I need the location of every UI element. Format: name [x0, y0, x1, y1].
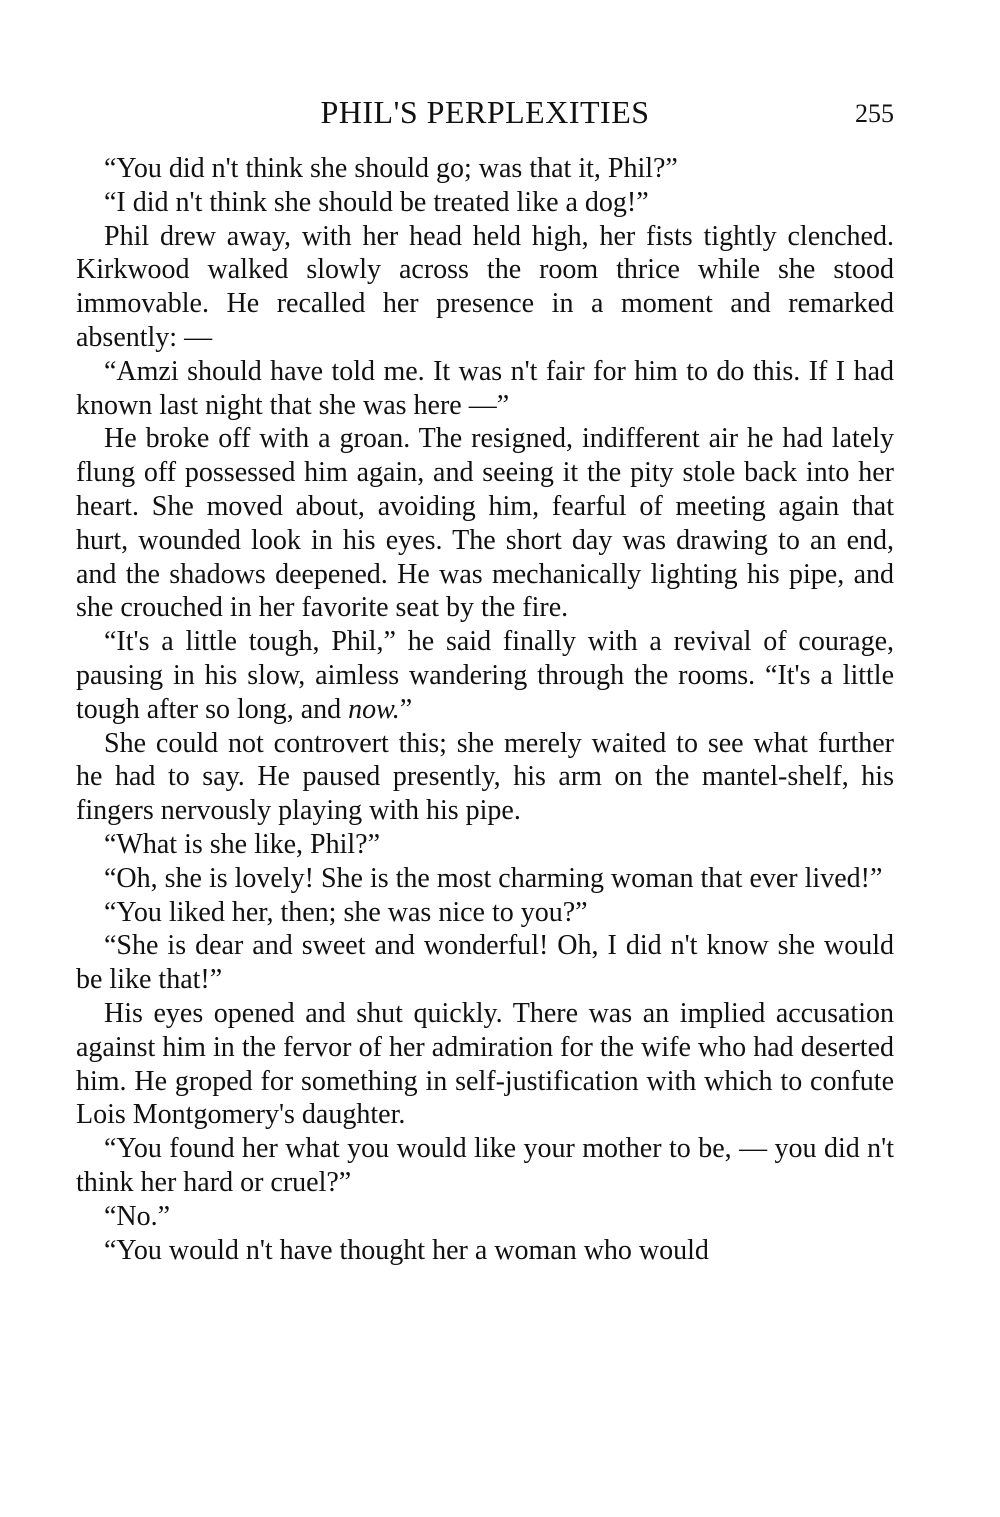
paragraph: “No.”	[104, 1200, 171, 1232]
page-header	[76, 88, 894, 136]
paragraph: Phil drew away, with her head held high, her fists tightly clenched. Kirkwood walked slowly across the room thrice while she stood immovable. He recalled her presence in a moment and remarked absently: —	[76, 220, 894, 353]
body-text	[76, 152, 894, 1267]
book-page	[76, 88, 894, 1267]
running-head: PHIL'S PERPLEXITIES	[320, 94, 650, 130]
paragraph: “You found her what you would like your mother to be, — you did n't think her hard or cruel?”	[76, 1133, 894, 1198]
paragraph: “You liked her, then; she was nice to you?”	[104, 896, 588, 928]
paragraph: “It's a little tough, Phil,” he said finally with a revival of courage, pausing in his slow, aimless wandering through the rooms. “It's a little tough after so long, and now.”	[76, 626, 894, 725]
paragraph: “She is dear and sweet and wonderful! Oh, I did n't know she would be like that!”	[76, 930, 894, 996]
paragraph: “What is she like, Phil?”	[104, 828, 381, 860]
paragraph: “You did n't think she should go; was that it, Phil?”	[104, 153, 678, 184]
paragraph: She could not controvert this; she merely waited to see what further he had to say. He paused presently, his arm on the mantel-shelf, his fingers nervously playing with his pipe.	[76, 727, 894, 827]
emphasis: now.	[348, 693, 400, 725]
paragraph: “You would n't have thought her a woman who would	[104, 1234, 709, 1266]
paragraph: His eyes opened and shut quickly. There was an implied accusation against him in the fervor of her admiration for the wife who had deserted him. He groped for something in self-justification with which to confute Lois Montgomery's daughter.	[76, 997, 894, 1131]
page-number: 255	[855, 99, 894, 128]
paragraph: He broke off with a groan. The resigned, indifferent air he had lately flung off possessed him again, and seeing it the pity stole back into her heart. She moved about, avoiding him, fearful of meeting again that hurt, wounded look in his eyes. The short day was drawing to an end, and the shadows deepened. He was mechanically lighting his pipe, and she crouched in her favorite seat by the fire.	[76, 423, 894, 624]
paragraph: “I did n't think she should be treated like a dog!”	[104, 186, 649, 218]
paragraph: “Oh, she is lovely! She is the most charming woman that ever lived!”	[104, 862, 883, 894]
paragraph: “Amzi should have told me. It was n't fair for him to do this. If I had known last night that she was here —”	[76, 355, 894, 421]
